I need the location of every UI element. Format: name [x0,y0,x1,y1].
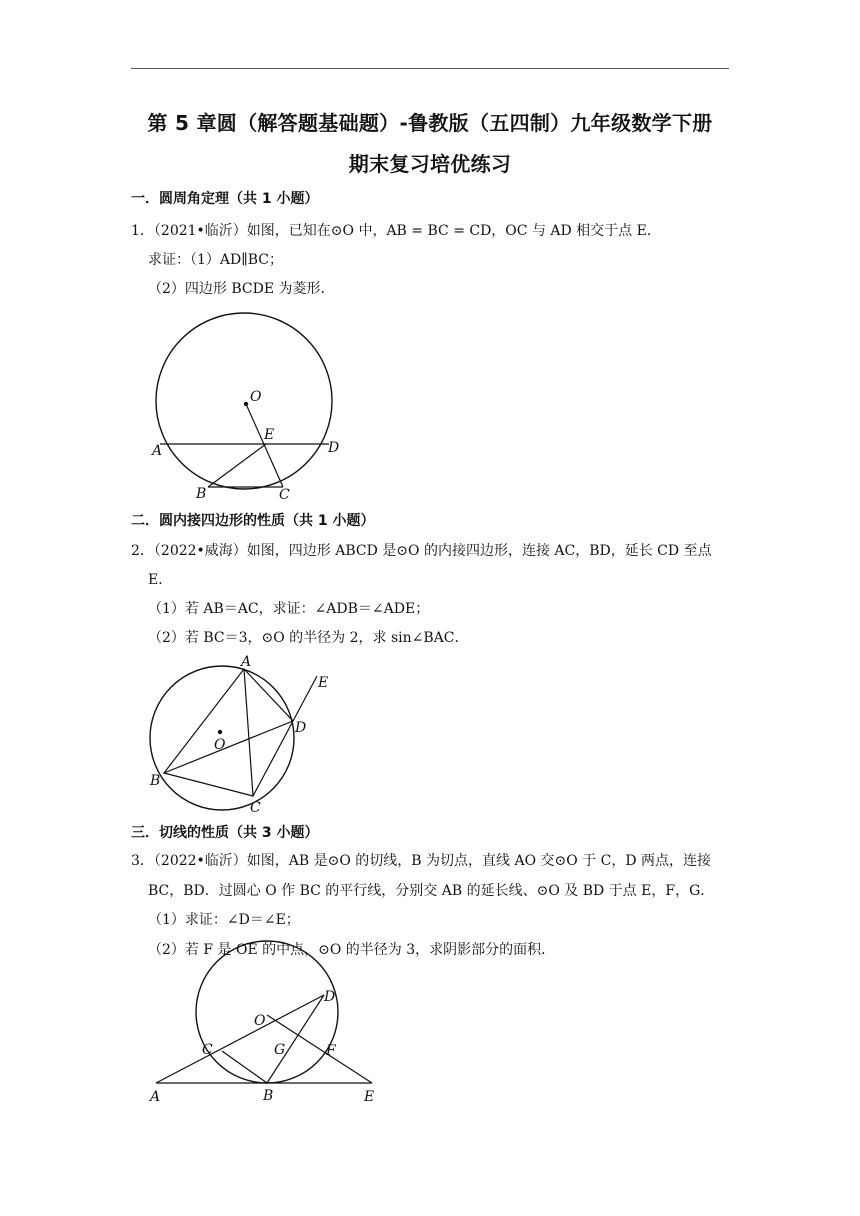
q2-line3: （1）若 AB＝AC，求证：∠ADB＝∠ADE； [148,601,430,617]
q3-figure [140,968,400,1108]
q3-line4: （2）若 F 是 OE 的中点，⊙O 的半径为 3，求阴影部分的面积． [148,942,556,958]
q3-chord-bd [267,995,324,1083]
q1-label-a: A [152,443,163,459]
q3-circle [196,941,338,1083]
q3-line1: 3．（2022•临沂）如图，AB 是⊙O 的切线，B 为切点，直线 AO 交⊙O 于 C，D 两点，连接 [131,853,712,869]
q1-center-dot [244,402,248,406]
q2-extension-de [293,676,317,721]
q1-line2: 求证：（1）AD∥BC； [148,252,283,268]
section-heading-3: 三．切线的性质（共 3 小题） [131,825,319,841]
q1-label-b: B [196,486,207,502]
q3-line3: （1）求证：∠D＝∠E； [148,912,300,928]
q3-line2: BC，BD．过圆心 O 作 BC 的平行线，分别交 AB 的延长线、⊙O 及 BD 于点 E，F，G． [148,883,715,899]
q3-label-o: O [254,1013,266,1029]
q2-label-d: D [295,720,307,736]
q2-diagonal-ac [244,669,253,796]
q3-label-c: C [202,1042,213,1058]
q1-label-o: O [250,389,262,405]
q2-label-o: O [214,737,226,753]
q2-label-e: E [318,675,329,691]
q2-center-dot [218,730,222,734]
q3-chord-bc [222,1051,267,1083]
q1-line3: （2）四边形 BCDE 为菱形． [148,281,335,297]
q3-label-b: B [263,1088,274,1104]
section-heading-2: 二．圆内接四边形的性质（共 1 小题） [131,513,375,529]
q2-label-a: A [241,654,252,670]
q2-label-c: C [250,800,261,816]
q1-figure [140,305,360,505]
q2-label-b: B [150,773,161,789]
q1-label-e: E [264,427,275,443]
q3-label-g: G [274,1042,286,1058]
q1-label-c: C [279,487,290,503]
q1-label-d: D [328,440,340,456]
q3-label-f: F [326,1043,336,1059]
q2-line4: （2）若 BC＝3，⊙O 的半径为 2，求 sin∠BAC． [148,630,469,646]
q3-label-e: E [364,1089,375,1105]
section-heading-1: 一．圆周角定理（共 1 小题） [131,191,319,207]
q1-line1: 1．（2021•临沂）如图，已知在⊙O 中，AB = BC = CD，OC 与 AD 相交于点 E． [131,223,661,239]
q3-label-d: D [324,989,336,1005]
q1-segment-be [208,444,266,487]
q2-line1: 2．（2022•威海）如图，四边形 ABCD 是⊙O 的内接四边形，连接 AC，BD，延长 CD 至点 [131,543,712,559]
page-subtitle: 期末复习培优练习 [348,152,512,176]
q3-line-ad [156,995,324,1083]
q3-label-a: A [150,1089,161,1105]
q1-circle [156,313,332,489]
header-rule [131,68,729,69]
page-title: 第 5 章圆（解答题基础题）-鲁教版（五四制）九年级数学下册 [147,111,713,135]
q2-line2: E． [148,572,173,588]
q2-figure [140,652,340,822]
